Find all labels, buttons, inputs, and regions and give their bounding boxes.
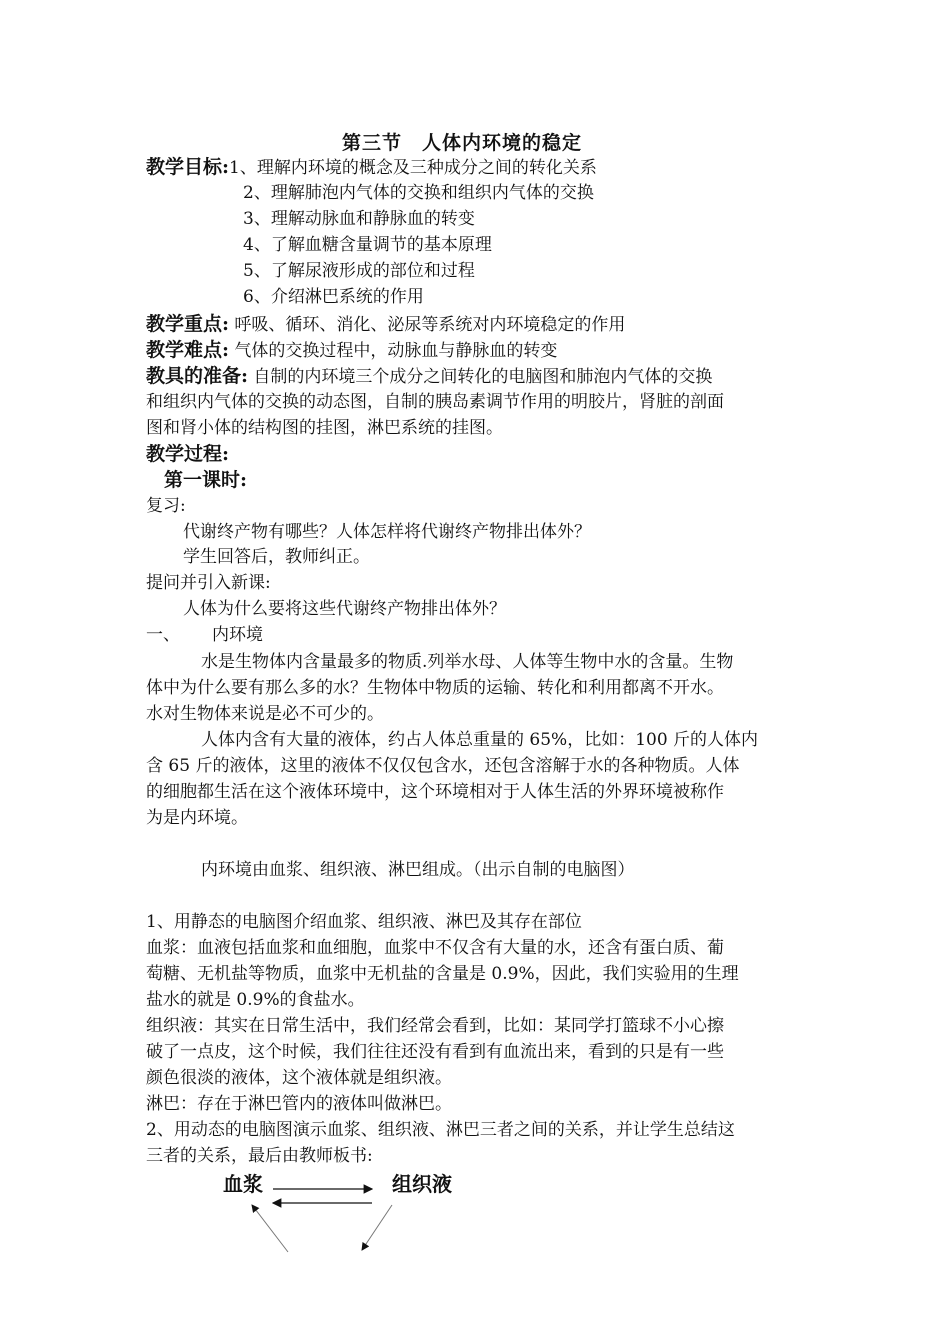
plasma-text: 萄糖、无机盐等物质，血浆中无机盐的含量是 0.9%，因此，我们实验用的生理 bbox=[146, 964, 739, 984]
paragraph-line: 内环境由血浆、组织液、淋巴组成。（出示自制的电脑图） bbox=[201, 860, 635, 880]
objectives-label: 教学目标: bbox=[146, 156, 230, 178]
difficult-points-label: 教学难点: bbox=[146, 339, 230, 361]
section-heading: 内环境 bbox=[212, 625, 263, 645]
review-answer: 学生回答后，教师纠正。 bbox=[183, 547, 370, 567]
key-points-label: 教学重点: bbox=[146, 313, 230, 335]
objective-item: 3、理解动脉血和静脉血的转变 bbox=[243, 209, 475, 229]
materials-label: 教具的准备: bbox=[146, 365, 249, 387]
arrow-tissue-down bbox=[362, 1205, 392, 1250]
paragraph-line: 含 65 斤的液体，这里的液体不仅仅包含水，还包含溶解于水的各种物质。人体 bbox=[146, 756, 740, 776]
plasma-text: 血浆：血液包括血浆和血细胞，血浆中不仅含有大量的水，还含有蛋白质、葡 bbox=[146, 938, 724, 958]
objective-item: 5、了解尿液形成的部位和过程 bbox=[243, 261, 475, 281]
tissue-text: 颜色很淡的液体，这个液体就是组织液。 bbox=[146, 1068, 452, 1088]
arrow-to-plasma bbox=[252, 1205, 288, 1252]
paragraph-line: 为是内环境。 bbox=[146, 808, 248, 828]
paragraph-line: 水是生物体内含量最多的物质.列举水母、人体等生物中水的含量。生物 bbox=[201, 652, 734, 672]
review-label: 复习: bbox=[146, 496, 186, 516]
section-number: 一、 bbox=[146, 625, 180, 645]
paragraph-line: 体中为什么要有那么多的水？生物体中物质的运输、转化和利用都离不开水。 bbox=[146, 678, 724, 698]
page-title: 第三节 人体内环境的稳定 bbox=[342, 132, 583, 154]
key-points-text: 呼吸、循环、消化、泌尿等系统对内环境稳定的作用 bbox=[234, 315, 626, 335]
paragraph-line: 水对生物体来说是必不可少的。 bbox=[146, 704, 384, 724]
objective-item: 2、理解肺泡内气体的交换和组织内气体的交换 bbox=[243, 183, 594, 203]
materials-text: 自制的内环境三个成分之间转化的电脑图和肺泡内气体的交换 bbox=[253, 367, 713, 387]
objective-item: 1、理解内环境的概念及三种成分之间的转化关系 bbox=[229, 158, 597, 178]
diagram-node-tissue: 组织液 bbox=[392, 1172, 452, 1196]
paragraph-line: 人体内含有大量的液体，约占人体总重量的 65%，比如：100 斤的人体内 bbox=[201, 730, 759, 750]
part2-text: 三者的关系，最后由教师板书: bbox=[146, 1146, 373, 1166]
diagram-node-plasma: 血浆 bbox=[223, 1172, 263, 1196]
lymph-text: 淋巴：存在于淋巴管内的液体叫做淋巴。 bbox=[146, 1094, 452, 1114]
intro-label: 提问并引入新课: bbox=[146, 573, 271, 593]
tissue-text: 组织液：其实在日常生活中，我们经常会看到，比如：某同学打篮球不小心擦 bbox=[146, 1016, 724, 1036]
lesson-heading: 第一课时: bbox=[164, 469, 248, 491]
intro-question: 人体为什么要将这些代谢终产物排出体外？ bbox=[183, 599, 506, 619]
objective-item: 4、了解血糖含量调节的基本原理 bbox=[243, 235, 492, 255]
paragraph-line: 的细胞都生活在这个液体环境中，这个环境相对于人体生活的外界环境被称作 bbox=[146, 782, 724, 802]
plasma-text: 盐水的就是 0.9%的食盐水。 bbox=[146, 990, 365, 1010]
tissue-text: 破了一点皮，这个时候，我们往往还没有看到有血流出来，看到的只是有一些 bbox=[146, 1042, 724, 1062]
part1-heading: 1、用静态的电脑图介绍血浆、组织液、淋巴及其存在部位 bbox=[146, 912, 582, 932]
review-question: 代谢终产物有哪些？人体怎样将代谢终产物排出体外？ bbox=[183, 522, 591, 542]
materials-text: 和组织内气体的交换的动态图，自制的胰岛素调节作用的明胶片，肾脏的剖面 bbox=[146, 392, 724, 412]
difficult-points-text: 气体的交换过程中，动脉血与静脉血的转变 bbox=[234, 341, 558, 361]
objective-item: 6、介绍淋巴系统的作用 bbox=[243, 287, 424, 307]
materials-text: 图和肾小体的结构图的挂图，淋巴系统的挂图。 bbox=[146, 418, 503, 438]
process-label: 教学过程: bbox=[146, 443, 230, 465]
part2-text: 2、用动态的电脑图演示血浆、组织液、淋巴三者之间的关系，并让学生总结这 bbox=[146, 1120, 735, 1140]
